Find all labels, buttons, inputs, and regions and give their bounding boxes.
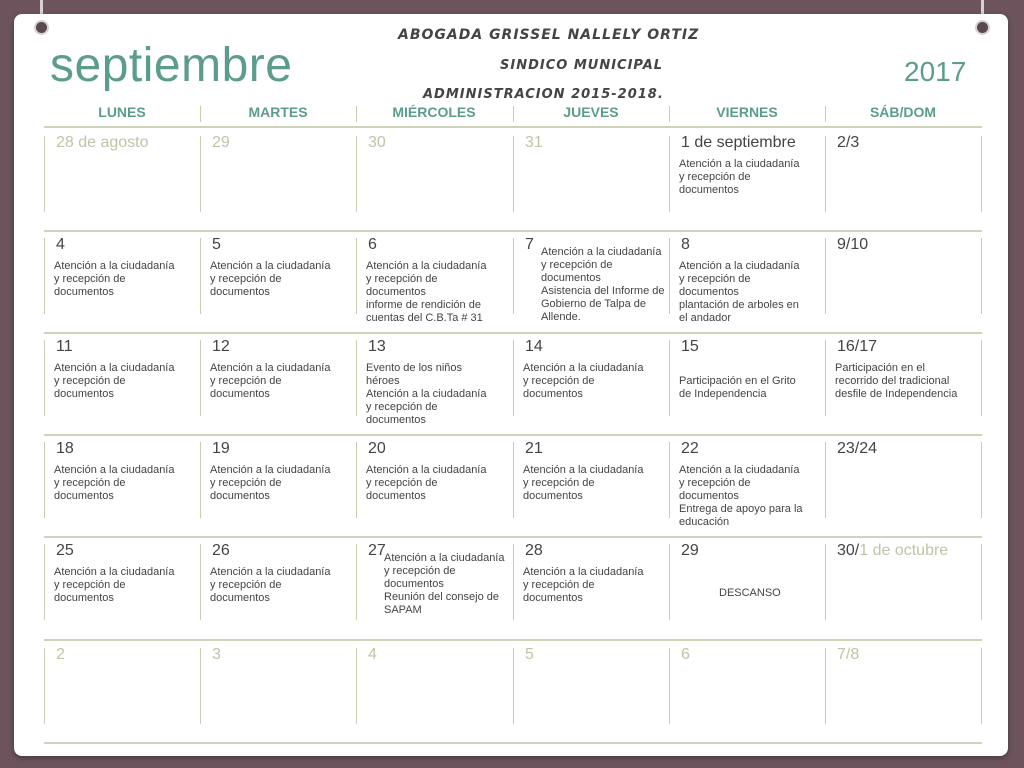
day-divider <box>825 544 826 620</box>
day-divider <box>513 442 514 518</box>
event-line: y recepción de <box>54 273 126 285</box>
event-line: documentos <box>54 592 114 604</box>
day-number <box>212 646 221 664</box>
event-line: documentos <box>54 286 114 298</box>
day-cell[interactable] <box>669 334 825 434</box>
day-cell[interactable] <box>356 232 512 332</box>
day-cell[interactable] <box>513 334 669 434</box>
day-divider <box>669 648 670 724</box>
day-event-notes <box>210 260 354 299</box>
right-edge-divider <box>981 442 982 518</box>
day-event-notes <box>366 464 510 503</box>
event-line: documentos <box>366 286 426 298</box>
day-number <box>525 134 543 152</box>
day-divider <box>513 136 514 212</box>
day-number-text: 27 <box>368 542 386 559</box>
day-number <box>56 646 65 664</box>
day-divider <box>669 136 670 212</box>
week-divider-line <box>44 742 982 744</box>
event-line: cuentas del C.B.Ta # 31 <box>366 312 483 324</box>
day-cell[interactable] <box>200 334 356 434</box>
day-divider <box>44 442 45 518</box>
event-line: y recepción de <box>366 477 438 489</box>
weekday-weekend: SÁB/DOM <box>869 104 937 120</box>
week-divider-line <box>44 126 982 128</box>
day-divider <box>669 442 670 518</box>
event-line: y recepción de <box>366 401 438 413</box>
day-number-text: 5 <box>525 646 534 663</box>
event-line: DESCANSO <box>719 587 781 599</box>
event-line: documentos <box>366 414 426 426</box>
event-line: y recepción de <box>210 579 282 591</box>
event-line: y recepción de <box>54 375 126 387</box>
day-event-notes <box>366 362 510 427</box>
day-number <box>56 134 149 152</box>
day-cell[interactable] <box>44 130 200 230</box>
day-cell[interactable] <box>200 538 356 638</box>
day-cell[interactable] <box>669 538 825 638</box>
day-divider <box>44 136 45 212</box>
event-line: Gobierno de Talpa de <box>541 298 646 310</box>
day-number-text: 5 <box>212 236 221 253</box>
day-cell[interactable] <box>200 436 356 536</box>
day-number-text: 29 <box>212 134 230 151</box>
day-number-text: 1 de septiembre <box>681 134 796 151</box>
day-number-text: 26 <box>212 542 230 559</box>
day-number <box>56 542 74 560</box>
day-number <box>681 440 699 458</box>
day-number-text: 21 <box>525 440 543 457</box>
event-line: y recepción de <box>54 477 126 489</box>
day-cell[interactable] <box>669 642 825 742</box>
event-line: Atención a la ciudadanía <box>541 246 662 258</box>
day-cell[interactable] <box>44 436 200 536</box>
day-number <box>212 542 230 560</box>
day-event-notes <box>835 362 979 401</box>
weekday-header-row <box>44 104 982 126</box>
weekday-thursday: JUEVES <box>563 104 619 120</box>
day-divider <box>44 544 45 620</box>
day-divider <box>513 544 514 620</box>
day-divider <box>200 340 201 416</box>
day-divider <box>356 544 357 620</box>
event-line: documentos <box>54 490 114 502</box>
day-divider <box>825 340 826 416</box>
day-cell[interactable] <box>513 130 669 230</box>
day-number <box>56 440 74 458</box>
day-cell[interactable] <box>44 334 200 434</box>
event-line: desfile de Independencia <box>835 388 958 400</box>
event-line: Atención a la ciudadanía <box>523 362 644 374</box>
right-edge-divider <box>981 136 982 212</box>
event-line: de Independencia <box>679 388 767 400</box>
day-number-text: 22 <box>681 440 699 457</box>
weekday-monday: LUNES <box>98 104 146 120</box>
day-cell[interactable] <box>200 642 356 742</box>
event-line: Atención a la ciudadanía <box>54 464 175 476</box>
day-number <box>368 134 386 152</box>
day-event-notes <box>541 246 685 324</box>
day-cell[interactable] <box>825 538 981 638</box>
event-line: y recepción de <box>210 273 282 285</box>
day-number <box>368 646 377 664</box>
day-cell[interactable] <box>825 130 981 230</box>
day-cell[interactable] <box>825 232 981 332</box>
event-line: Participación en el Grito <box>679 375 796 387</box>
event-line: SAPAM <box>384 604 422 616</box>
day-cell[interactable] <box>513 436 669 536</box>
day-number <box>525 646 534 664</box>
day-cell[interactable] <box>513 642 669 742</box>
event-line: y recepción de <box>679 171 751 183</box>
event-line: Asistencia del Informe de <box>541 285 665 297</box>
day-number <box>837 440 877 458</box>
day-number <box>837 236 868 254</box>
event-line: documentos <box>384 578 444 590</box>
day-number <box>525 236 534 254</box>
event-line: Atención a la ciudadanía <box>366 260 487 272</box>
day-event-notes <box>54 260 198 299</box>
event-line: y recepción de <box>366 273 438 285</box>
day-number <box>837 542 948 560</box>
event-line: Atención a la ciudadanía <box>210 362 331 374</box>
day-number-text: 3 <box>212 646 221 663</box>
event-line: Atención a la ciudadanía <box>54 260 175 272</box>
event-line: y recepción de <box>523 579 595 591</box>
day-number-text: 6 <box>681 646 690 663</box>
day-cell[interactable] <box>44 642 200 742</box>
day-divider <box>825 136 826 212</box>
day-number-text: 19 <box>212 440 230 457</box>
day-number <box>525 542 543 560</box>
event-line: documentos <box>210 388 270 400</box>
day-divider <box>669 544 670 620</box>
event-line: y recepción de <box>679 477 751 489</box>
event-line: documentos <box>210 286 270 298</box>
day-divider <box>356 648 357 724</box>
event-line: Atención a la ciudadanía <box>366 388 487 400</box>
event-line: Atención a la ciudadanía <box>210 464 331 476</box>
event-line: el andador <box>679 312 731 324</box>
event-line: Participación en el <box>835 362 925 374</box>
day-number-text: 30 <box>368 134 386 151</box>
day-event-notes <box>210 362 354 401</box>
day-cell[interactable] <box>356 130 512 230</box>
day-number-next-month: 1 de octubre <box>859 542 949 559</box>
event-line: educación <box>679 516 730 528</box>
weekday-friday: VIERNES <box>716 104 778 120</box>
day-event-notes <box>523 464 667 503</box>
day-number-text: 23/24 <box>837 440 878 457</box>
event-line: y recepción de <box>210 375 282 387</box>
event-line: Atención a la ciudadanía <box>54 566 175 578</box>
day-event-notes <box>384 552 528 617</box>
event-line: Reunión del consejo de <box>384 591 499 603</box>
event-line: y recepción de <box>679 273 751 285</box>
event-line: documentos <box>679 286 739 298</box>
day-event-notes <box>679 260 823 325</box>
week-divider-line <box>44 639 982 641</box>
day-number-text: 11 <box>56 338 73 355</box>
event-line: Atención a la ciudadanía <box>523 566 644 578</box>
event-line: y recepción de <box>523 477 595 489</box>
event-line: documentos <box>679 490 739 502</box>
day-divider <box>356 238 357 314</box>
day-number <box>681 134 796 152</box>
day-cell[interactable] <box>825 436 981 536</box>
day-divider <box>200 648 201 724</box>
event-line: documentos <box>541 272 601 284</box>
day-number-text: 20 <box>368 440 386 457</box>
day-number <box>212 338 230 356</box>
day-number-text: 4 <box>368 646 377 663</box>
event-line: Allende. <box>541 311 581 323</box>
day-divider <box>356 442 357 518</box>
header-name: ABOGADA GRISSEL NALLELY ORTIZ <box>398 27 700 43</box>
day-number-text: 29 <box>681 542 699 559</box>
event-line: Atención a la ciudadanía <box>679 260 800 272</box>
day-number <box>368 236 377 254</box>
event-line: Atención a la ciudadanía <box>366 464 487 476</box>
day-number-text: 2 <box>56 646 65 663</box>
day-divider <box>825 238 826 314</box>
day-cell[interactable] <box>513 538 669 638</box>
day-number <box>837 134 859 152</box>
day-number-text: 2/3 <box>837 134 860 151</box>
event-line: Atención a la ciudadanía <box>679 464 800 476</box>
day-number-text: 15 <box>681 338 699 355</box>
day-number-text: 28 de agosto <box>56 134 149 151</box>
event-line: documentos <box>679 184 739 196</box>
day-divider <box>44 648 45 724</box>
day-divider <box>356 136 357 212</box>
event-line: Atención a la ciudadanía <box>210 566 331 578</box>
event-line: recorrido del tradicional <box>835 375 950 387</box>
day-divider <box>44 340 45 416</box>
right-edge-divider <box>981 340 982 416</box>
day-divider <box>825 648 826 724</box>
day-cell[interactable] <box>200 130 356 230</box>
day-number-text: 30/ <box>837 542 860 559</box>
header-administration: ADMINISTRACION 2015-2018. <box>423 87 664 102</box>
day-cell[interactable] <box>825 334 981 434</box>
day-cell[interactable] <box>513 232 669 332</box>
day-event-notes <box>210 464 354 503</box>
right-edge-divider <box>981 544 982 620</box>
day-cell[interactable] <box>356 538 512 638</box>
event-line: documentos <box>366 490 426 502</box>
event-line: y recepción de <box>210 477 282 489</box>
weekday-tuesday: MARTES <box>248 104 308 120</box>
pin-right-icon <box>975 20 990 35</box>
day-number <box>837 338 877 356</box>
day-number-text: 7 <box>525 236 534 253</box>
event-line <box>679 362 823 375</box>
event-line: Atención a la ciudadanía <box>54 362 175 374</box>
day-cell[interactable] <box>356 642 512 742</box>
event-line: héroes <box>366 375 400 387</box>
day-divider <box>200 442 201 518</box>
day-number <box>681 646 690 664</box>
day-divider <box>200 136 201 212</box>
day-number-text: 28 <box>525 542 543 559</box>
event-line: Atención a la ciudadanía <box>210 260 331 272</box>
day-number-text: 9/10 <box>837 236 869 253</box>
month-title: septiembre <box>50 39 293 92</box>
day-cell[interactable] <box>669 130 825 230</box>
day-number-text: 31 <box>525 134 543 151</box>
day-number <box>368 338 386 356</box>
day-divider <box>513 238 514 314</box>
day-number-text: 8 <box>681 236 690 253</box>
day-number <box>525 440 543 458</box>
event-line: Entrega de apoyo para la <box>679 503 803 515</box>
day-cell[interactable] <box>669 232 825 332</box>
day-divider <box>200 238 201 314</box>
event-line: Atención a la ciudadanía <box>384 552 505 564</box>
day-divider <box>513 340 514 416</box>
day-number-text: 25 <box>56 542 74 559</box>
day-number <box>681 236 690 254</box>
event-line: y recepción de <box>523 375 595 387</box>
day-number <box>56 236 65 254</box>
day-divider <box>44 238 45 314</box>
event-line: documentos <box>523 490 583 502</box>
day-divider <box>513 648 514 724</box>
day-event-notes <box>523 362 667 401</box>
weekday-wednesday: MIÉRCOLES <box>392 104 476 120</box>
event-line: plantación de arboles en <box>679 299 799 311</box>
day-cell[interactable] <box>669 436 825 536</box>
day-number <box>837 646 859 664</box>
day-cell[interactable] <box>356 334 512 434</box>
event-line: y recepción de <box>384 565 456 577</box>
day-number <box>56 338 73 356</box>
right-edge-divider <box>981 238 982 314</box>
day-number-text: 18 <box>56 440 74 457</box>
event-line: Atención a la ciudadanía <box>523 464 644 476</box>
event-line: y recepción de <box>541 259 613 271</box>
day-number-text: 14 <box>525 338 543 355</box>
day-cell[interactable] <box>44 232 200 332</box>
day-divider <box>356 340 357 416</box>
day-event-notes <box>54 566 198 605</box>
day-number-text: 6 <box>368 236 377 253</box>
day-divider <box>200 544 201 620</box>
day-event-notes <box>210 566 354 605</box>
day-cell[interactable] <box>200 232 356 332</box>
day-number-text: 12 <box>212 338 230 355</box>
day-number <box>681 542 699 560</box>
day-event-notes <box>366 260 510 325</box>
day-number-text: 13 <box>368 338 386 355</box>
day-event-notes <box>523 566 667 605</box>
day-divider <box>669 238 670 314</box>
day-event-notes <box>679 362 823 401</box>
day-number-text: 4 <box>56 236 65 253</box>
year-title: 2017 <box>904 56 967 87</box>
pin-left-icon <box>34 20 49 35</box>
day-number-text: 7/8 <box>837 646 860 663</box>
day-number <box>212 134 230 152</box>
event-line: informe de rendición de <box>366 299 481 311</box>
event-line: Evento de los niños <box>366 362 463 374</box>
day-number <box>681 338 699 356</box>
day-event-notes <box>54 464 198 503</box>
event-line: documentos <box>210 490 270 502</box>
day-number <box>525 338 543 356</box>
event-line: Atención a la ciudadanía <box>679 158 800 170</box>
day-divider <box>825 442 826 518</box>
event-line: y recepción de <box>54 579 126 591</box>
day-cell[interactable] <box>44 538 200 638</box>
day-number-text: 16/17 <box>837 338 878 355</box>
day-divider <box>669 340 670 416</box>
day-event-notes <box>679 158 823 197</box>
header-position: SINDICO MUNICIPAL <box>500 58 664 73</box>
event-line: documentos <box>523 592 583 604</box>
day-event-notes <box>679 464 823 529</box>
day-cell[interactable] <box>356 436 512 536</box>
day-cell[interactable] <box>825 642 981 742</box>
event-line: documentos <box>210 592 270 604</box>
right-edge-divider <box>981 648 982 724</box>
day-number <box>368 440 386 458</box>
event-line: documentos <box>54 388 114 400</box>
day-number <box>212 440 230 458</box>
day-number <box>212 236 221 254</box>
event-line: documentos <box>523 388 583 400</box>
day-event-notes <box>54 362 198 401</box>
